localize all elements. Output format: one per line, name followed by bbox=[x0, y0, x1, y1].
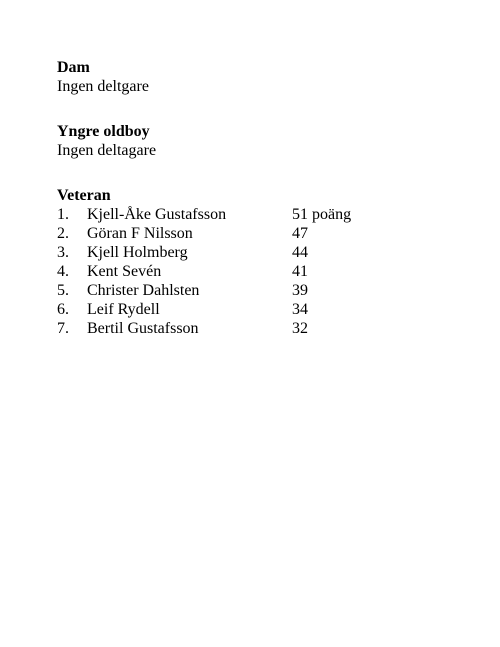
result-points: 39 bbox=[292, 282, 308, 299]
result-rank: 1. bbox=[57, 206, 69, 223]
section-veteran bbox=[57, 186, 477, 338]
result-points: 41 bbox=[292, 263, 308, 280]
result-rank: 2. bbox=[57, 225, 69, 242]
section-heading-veteran: Veteran bbox=[57, 187, 111, 204]
veteran-results-list bbox=[57, 205, 477, 338]
result-name: Bertil Gustafsson bbox=[87, 320, 199, 337]
result-name: Kjell-Åke Gustafsson bbox=[87, 206, 227, 223]
result-name: Leif Rydell bbox=[87, 301, 160, 318]
result-points: 44 bbox=[292, 244, 308, 261]
result-name: Christer Dahlsten bbox=[87, 282, 200, 299]
list-item bbox=[57, 224, 477, 243]
section-yngre-oldboy bbox=[57, 122, 477, 160]
section-dam bbox=[57, 58, 477, 96]
result-rank: 5. bbox=[57, 282, 69, 299]
result-rank: 7. bbox=[57, 320, 69, 337]
section-heading-dam: Dam bbox=[57, 59, 90, 76]
section-text-yngre-oldboy: Ingen deltagare bbox=[57, 142, 157, 159]
result-rank: 6. bbox=[57, 301, 69, 318]
result-name: Göran F Nilsson bbox=[87, 225, 193, 242]
list-item bbox=[57, 300, 477, 319]
result-points: 34 bbox=[292, 301, 308, 318]
result-rank: 3. bbox=[57, 244, 69, 261]
result-points: 51 poäng bbox=[292, 206, 352, 223]
list-item bbox=[57, 319, 477, 338]
section-heading-yngre-oldboy: Yngre oldboy bbox=[57, 123, 150, 140]
section-text-dam: Ingen deltgare bbox=[57, 78, 149, 95]
result-points: 47 bbox=[292, 225, 308, 242]
list-item bbox=[57, 281, 477, 300]
list-item bbox=[57, 243, 477, 262]
list-item bbox=[57, 262, 477, 281]
result-name: Kjell Holmberg bbox=[87, 244, 188, 261]
result-points: 32 bbox=[292, 320, 308, 337]
result-rank: 4. bbox=[57, 263, 69, 280]
list-item bbox=[57, 205, 477, 224]
result-name: Kent Sevén bbox=[87, 263, 162, 280]
